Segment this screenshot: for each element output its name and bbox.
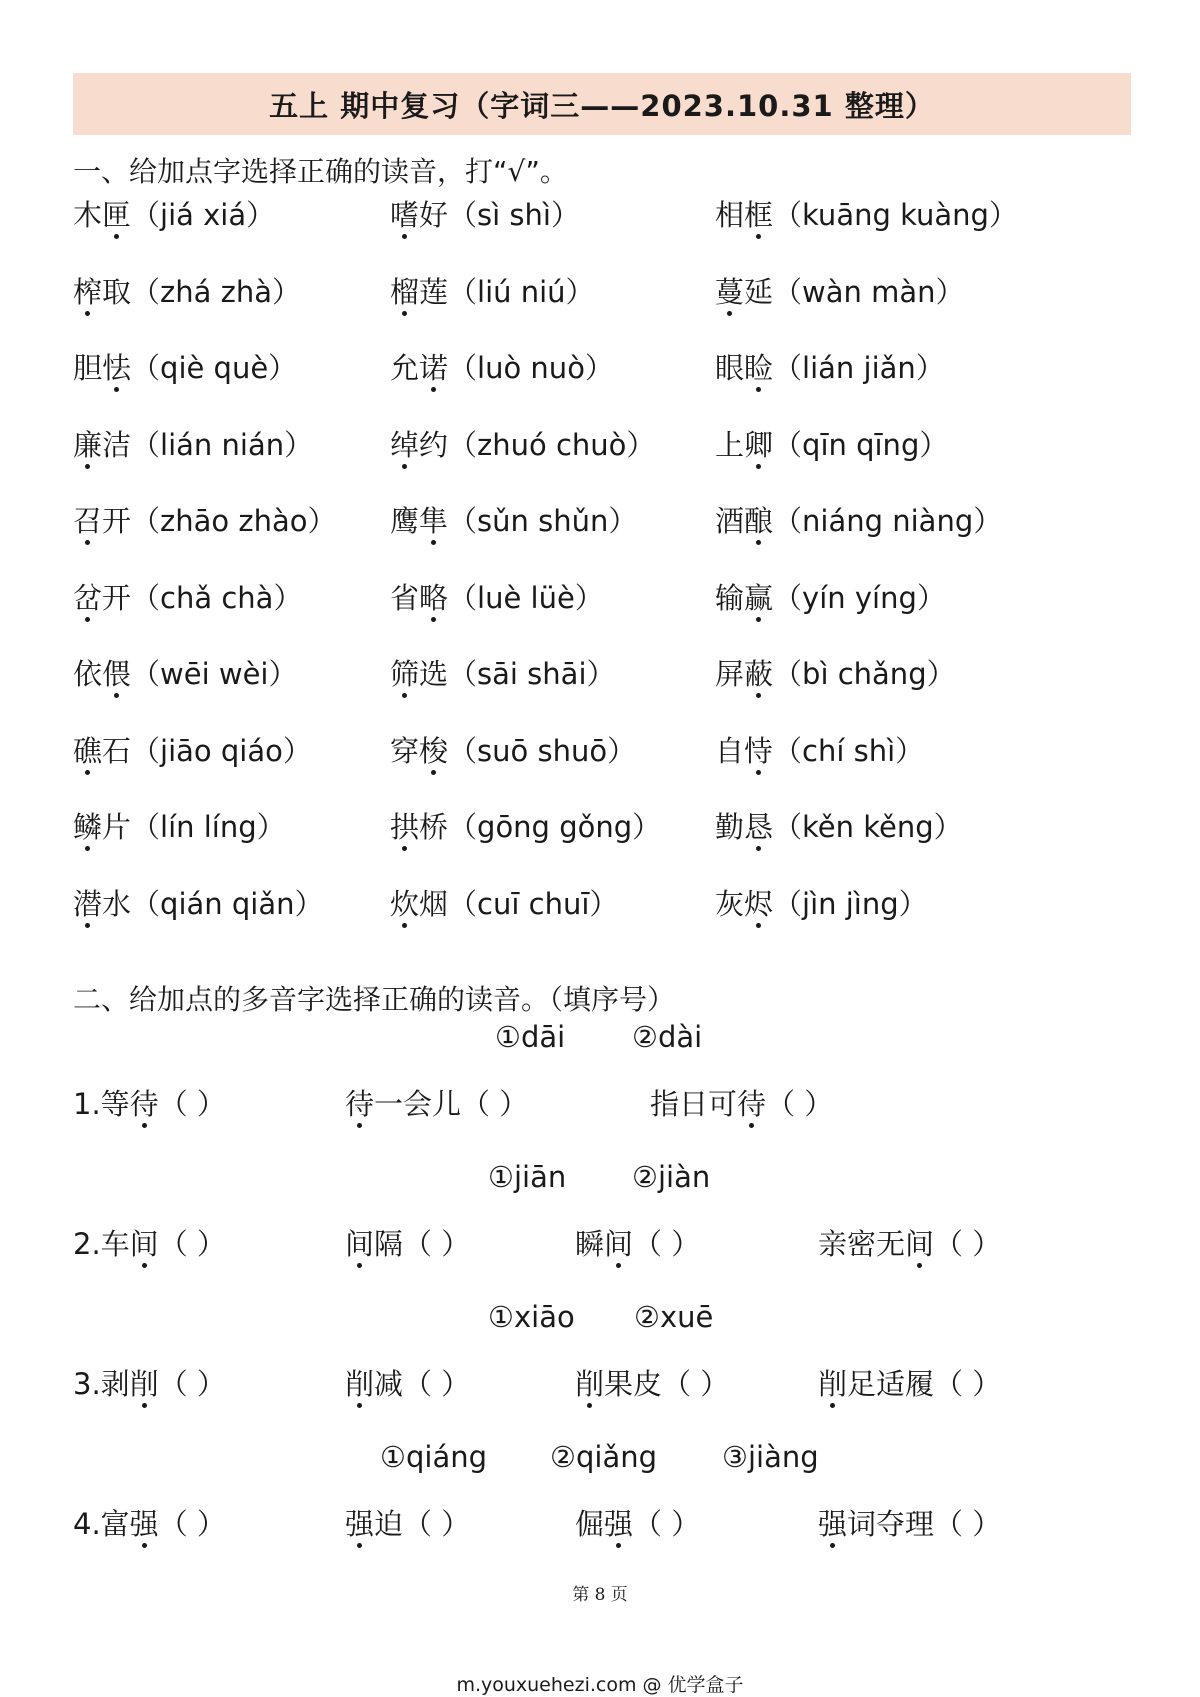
pinyin-choices: （zhuó chuò） bbox=[448, 428, 656, 462]
dotted-char: 嗜 bbox=[390, 198, 420, 232]
answer-blank: （ ） bbox=[158, 1367, 226, 1401]
word-char: 莲 bbox=[419, 275, 449, 309]
pinyin-choices: （bì chǎng） bbox=[773, 657, 956, 691]
word-item bbox=[390, 423, 655, 464]
word-char: 石 bbox=[102, 734, 132, 768]
pinyin-choices: （yín yíng） bbox=[773, 581, 946, 615]
fill-item bbox=[818, 1502, 1001, 1543]
word-char: 酒 bbox=[715, 504, 745, 538]
answer-blank: （ ） bbox=[633, 1227, 701, 1261]
dotted-char: 间 bbox=[905, 1227, 935, 1261]
pinyin-choices: （lián nián） bbox=[131, 428, 314, 462]
pinyin-choices: （kuāng kuàng） bbox=[773, 198, 1018, 232]
fill-item bbox=[575, 1222, 700, 1263]
pinyin-choices: （qiè què） bbox=[131, 351, 298, 385]
answer-blank: （ ） bbox=[633, 1507, 701, 1541]
dotted-char: 榴 bbox=[390, 275, 420, 309]
dotted-char: 略 bbox=[419, 581, 449, 615]
dotted-char: 蔓 bbox=[715, 275, 745, 309]
pinyin-choices: （sì shì） bbox=[448, 198, 580, 232]
word-item bbox=[390, 346, 614, 387]
answer-blank: 果皮（ ） bbox=[604, 1367, 730, 1401]
word-char: 亲密无 bbox=[818, 1227, 906, 1261]
footer-text: m.youxuehezi.com @ 优学盒子 bbox=[456, 1674, 744, 1696]
answer-blank: 一会儿（ ） bbox=[374, 1087, 529, 1121]
pinyin-choices: （chí shì） bbox=[773, 734, 925, 768]
pinyin-choices: （zhāo zhào） bbox=[131, 504, 337, 538]
pinyin-choices: （sǔn shǔn） bbox=[448, 504, 638, 538]
dotted-char: 榨 bbox=[73, 275, 103, 309]
dotted-char: 削 bbox=[575, 1367, 605, 1401]
dotted-char: 强 bbox=[818, 1507, 848, 1541]
fill-item bbox=[73, 1502, 226, 1543]
word-char: 胆 bbox=[73, 351, 103, 385]
dotted-char: 召 bbox=[73, 504, 103, 538]
word-char: 片 bbox=[102, 810, 132, 844]
fill-item bbox=[575, 1362, 729, 1403]
reading-option: ②xuē bbox=[634, 1300, 714, 1334]
reading-option: ①xiāo bbox=[488, 1300, 575, 1334]
word-char: 延 bbox=[744, 275, 774, 309]
word-item bbox=[73, 270, 301, 311]
answer-blank: 隔（ ） bbox=[374, 1227, 471, 1261]
dotted-char: 待 bbox=[129, 1087, 159, 1121]
word-item bbox=[715, 270, 965, 311]
fill-item bbox=[818, 1222, 1001, 1263]
dotted-char: 恳 bbox=[744, 810, 774, 844]
word-item bbox=[73, 729, 312, 770]
word-char: 好 bbox=[419, 198, 449, 232]
pinyin-choices: （liú niú） bbox=[448, 275, 595, 309]
word-item bbox=[390, 576, 604, 617]
fill-item bbox=[73, 1222, 226, 1263]
word-item bbox=[390, 499, 637, 540]
word-char: 允 bbox=[390, 351, 420, 385]
word-item bbox=[73, 652, 297, 693]
dotted-char: 削 bbox=[818, 1367, 848, 1401]
word-item bbox=[715, 576, 946, 617]
dotted-char: 框 bbox=[744, 198, 774, 232]
pinyin-choices: （luò nuò） bbox=[448, 351, 614, 385]
word-item bbox=[715, 423, 948, 464]
word-item bbox=[715, 346, 945, 387]
word-char: 烟 bbox=[419, 887, 449, 921]
dotted-char: 隼 bbox=[419, 504, 449, 538]
word-char: 洁 bbox=[102, 428, 132, 462]
dotted-char: 岔 bbox=[73, 581, 103, 615]
dotted-char: 礁 bbox=[73, 734, 103, 768]
dotted-char: 炊 bbox=[390, 887, 420, 921]
fill-item bbox=[818, 1362, 1001, 1403]
reading-option: ②qiǎng bbox=[550, 1440, 658, 1474]
section1-heading: 一、给加点字选择正确的读音，打“√”。 bbox=[73, 155, 568, 188]
dotted-char: 酿 bbox=[744, 504, 774, 538]
word-item bbox=[73, 193, 275, 234]
dotted-char: 强 bbox=[345, 1507, 375, 1541]
fill-item bbox=[73, 1082, 226, 1123]
dotted-char: 卿 bbox=[744, 428, 774, 462]
dotted-char: 强 bbox=[604, 1507, 634, 1541]
word-char: 依 bbox=[73, 657, 103, 691]
pinyin-choices: （wēi wèi） bbox=[131, 657, 298, 691]
fill-item bbox=[345, 1502, 470, 1543]
dotted-char: 蔽 bbox=[744, 657, 774, 691]
word-char: 4.富 bbox=[73, 1507, 130, 1541]
pinyin-choices: （qián qiǎn） bbox=[131, 887, 324, 921]
reading-option: ③jiàng bbox=[722, 1440, 819, 1474]
dotted-char: 匣 bbox=[102, 198, 132, 232]
reading-option: ①qiáng bbox=[380, 1440, 488, 1474]
word-item bbox=[715, 193, 1018, 234]
fill-item bbox=[345, 1362, 470, 1403]
word-char: 倔 bbox=[575, 1507, 605, 1541]
dotted-char: 间 bbox=[604, 1227, 634, 1261]
word-char: 木 bbox=[73, 198, 103, 232]
word-item bbox=[715, 805, 963, 846]
pinyin-choices: （niáng niàng） bbox=[773, 504, 1003, 538]
word-char: 相 bbox=[715, 198, 745, 232]
word-char: 桥 bbox=[419, 810, 449, 844]
word-item bbox=[715, 499, 1002, 540]
word-item bbox=[390, 652, 616, 693]
fill-item bbox=[650, 1082, 833, 1123]
word-item bbox=[390, 729, 636, 770]
word-char: 瞬 bbox=[575, 1227, 605, 1261]
dotted-char: 恃 bbox=[744, 734, 774, 768]
word-char: 取 bbox=[102, 275, 132, 309]
pinyin-choices: （sāi shāi） bbox=[448, 657, 616, 691]
reading-option: ②jiàn bbox=[632, 1160, 711, 1194]
word-item bbox=[390, 882, 618, 923]
word-char: 约 bbox=[419, 428, 449, 462]
word-item bbox=[73, 882, 323, 923]
word-char: 上 bbox=[715, 428, 745, 462]
answer-blank: （ ） bbox=[158, 1227, 226, 1261]
word-char: 眼 bbox=[715, 351, 745, 385]
dotted-char: 偎 bbox=[102, 657, 132, 691]
word-char: 灰 bbox=[715, 887, 745, 921]
dotted-char: 筛 bbox=[390, 657, 420, 691]
word-char: 水 bbox=[102, 887, 132, 921]
answer-blank: 减（ ） bbox=[374, 1367, 471, 1401]
page-number: 第 8 页 bbox=[572, 1585, 628, 1605]
word-char: 省 bbox=[390, 581, 420, 615]
pinyin-choices: （jiāo qiáo） bbox=[131, 734, 312, 768]
pinyin-choices: （lín líng） bbox=[131, 810, 286, 844]
dotted-char: 间 bbox=[129, 1227, 159, 1261]
word-item bbox=[73, 576, 302, 617]
word-char: 指日可 bbox=[650, 1087, 738, 1121]
pinyin-choices: （lián jiǎn） bbox=[773, 351, 945, 385]
word-char: 输 bbox=[715, 581, 745, 615]
section2-heading: 二、给加点的多音字选择正确的读音。（填序号） bbox=[73, 983, 676, 1016]
word-item bbox=[73, 805, 286, 846]
word-char: 穿 bbox=[390, 734, 420, 768]
dotted-char: 廉 bbox=[73, 428, 103, 462]
dotted-char: 待 bbox=[345, 1087, 375, 1121]
word-item bbox=[390, 270, 595, 311]
dotted-char: 潜 bbox=[73, 887, 103, 921]
word-item bbox=[390, 193, 580, 234]
word-item bbox=[715, 729, 924, 770]
pinyin-choices: （chǎ chà） bbox=[131, 581, 303, 615]
word-char: 开 bbox=[102, 581, 132, 615]
fill-item bbox=[575, 1502, 700, 1543]
fill-item bbox=[345, 1222, 470, 1263]
answer-blank: 词夺理（ ） bbox=[847, 1507, 1002, 1541]
answer-blank: （ ） bbox=[934, 1227, 1002, 1261]
reading-options bbox=[0, 1440, 1200, 1480]
pinyin-choices: （qīn qīng） bbox=[773, 428, 949, 462]
answer-blank: （ ） bbox=[158, 1087, 226, 1121]
word-item bbox=[715, 652, 956, 693]
dotted-char: 怯 bbox=[102, 351, 132, 385]
pinyin-choices: （luè lüè） bbox=[448, 581, 604, 615]
dotted-char: 绰 bbox=[390, 428, 420, 462]
dotted-char: 梭 bbox=[419, 734, 449, 768]
dotted-char: 诺 bbox=[419, 351, 449, 385]
answer-blank: 足适履（ ） bbox=[847, 1367, 1002, 1401]
answer-blank: （ ） bbox=[158, 1507, 226, 1541]
dotted-char: 强 bbox=[129, 1507, 159, 1541]
word-char: 勤 bbox=[715, 810, 745, 844]
word-char: 屏 bbox=[715, 657, 745, 691]
dotted-char: 削 bbox=[129, 1367, 159, 1401]
word-item bbox=[73, 499, 336, 540]
reading-option: ①jiān bbox=[488, 1160, 567, 1194]
pinyin-choices: （wàn màn） bbox=[773, 275, 965, 309]
pinyin-choices: （jiá xiá） bbox=[131, 198, 276, 232]
pinyin-choices: （gōng gǒng） bbox=[448, 810, 662, 844]
reading-option: ②dài bbox=[632, 1020, 703, 1054]
reading-options bbox=[0, 1160, 1200, 1200]
dotted-char: 鳞 bbox=[73, 810, 103, 844]
fill-item bbox=[73, 1362, 226, 1403]
reading-options bbox=[0, 1020, 1200, 1060]
dotted-char: 拱 bbox=[390, 810, 420, 844]
word-char: 自 bbox=[715, 734, 745, 768]
pinyin-choices: （suō shuō） bbox=[448, 734, 637, 768]
dotted-char: 赢 bbox=[744, 581, 774, 615]
word-char: 鹰 bbox=[390, 504, 420, 538]
word-item bbox=[715, 882, 928, 923]
dotted-char: 待 bbox=[737, 1087, 767, 1121]
answer-blank: 迫（ ） bbox=[374, 1507, 471, 1541]
dotted-char: 削 bbox=[345, 1367, 375, 1401]
word-char: 开 bbox=[102, 504, 132, 538]
fill-item bbox=[345, 1082, 528, 1123]
dotted-char: 间 bbox=[345, 1227, 375, 1261]
reading-options bbox=[0, 1300, 1200, 1340]
word-char: 选 bbox=[419, 657, 449, 691]
reading-option: ①dāi bbox=[495, 1020, 566, 1054]
dotted-char: 烬 bbox=[744, 887, 774, 921]
word-item bbox=[390, 805, 661, 846]
pinyin-choices: （jìn jìng） bbox=[773, 887, 928, 921]
pinyin-choices: （kěn kěng） bbox=[773, 810, 963, 844]
answer-blank: （ ） bbox=[766, 1087, 834, 1121]
pinyin-choices: （cuī chuī） bbox=[448, 887, 619, 921]
page-title: 五上 期中复习（字词三——2023.10.31 整理） bbox=[269, 88, 935, 123]
pinyin-choices: （zhá zhà） bbox=[131, 275, 301, 309]
word-item bbox=[73, 423, 313, 464]
word-item bbox=[73, 346, 297, 387]
word-char: 2.车 bbox=[73, 1227, 130, 1261]
title-bar bbox=[73, 73, 1131, 135]
word-char: 3.剥 bbox=[73, 1367, 130, 1401]
dotted-char: 睑 bbox=[744, 351, 774, 385]
word-char: 1.等 bbox=[73, 1087, 130, 1121]
